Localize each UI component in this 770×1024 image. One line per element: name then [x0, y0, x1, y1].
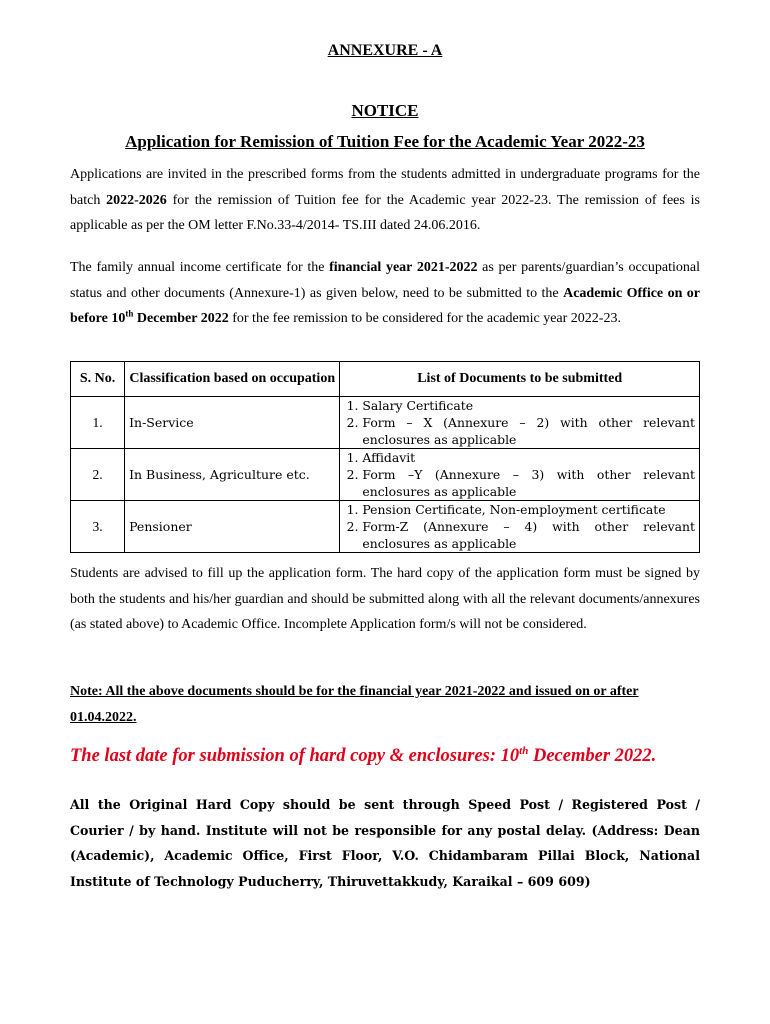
document-item: 2. Form-Z (Annexure – 4) with other relevant enclosures as applicable [362, 518, 695, 552]
document-item: 1. Affidavit [362, 449, 695, 466]
office-deadline-text: Academic Office on or before 10 [70, 285, 700, 326]
financial-year: financial year 2021-2022 [329, 260, 478, 275]
header-documents: List of Documents to be submitted [340, 362, 700, 397]
row-classification: In-Service [125, 397, 340, 449]
row-documents [340, 449, 700, 501]
document-item: 2. Form – X (Annexure – 2) with other relevant enclosures as applicable [362, 414, 695, 448]
document-list [344, 397, 695, 448]
paragraph-income-certificate [70, 255, 700, 332]
row-sno: 3. [71, 501, 125, 553]
row-classification: In Business, Agriculture etc. [125, 449, 340, 501]
last-date-month: December 2022. [528, 746, 657, 766]
table-row [71, 449, 700, 501]
table-row [71, 397, 700, 449]
last-date-notice [70, 746, 700, 767]
header-classification: Classification based on occupation [125, 362, 340, 397]
document-item: 1. Pension Certificate, Non-employment certificate [362, 501, 695, 518]
note-financial-year: Note: All the above documents should be for the financial year 2021-2022 and issued on or after 01.04.2022. [70, 684, 639, 725]
paragraph-income-text-c: for the fee remission to be considered for the academic year 2022-23. [228, 311, 621, 326]
row-sno: 2. [71, 449, 125, 501]
document-list [344, 449, 695, 500]
last-date-text: The last date for submission of hard copy & enclosures: 10 [70, 746, 520, 766]
row-classification: Pensioner [125, 501, 340, 553]
batch-years: 2022-2026 [106, 192, 167, 208]
paragraph-invitation-text-b: for the remission of Tuition fee for the Academic year 2022-23. The remission of fees is applicable as per the OM letter F.No.33-4/2014- TS.III dated 24.06.2016. [70, 192, 700, 233]
notice-title: Application for Remission of Tuition Fee for the Academic Year 2022-23 [125, 132, 645, 151]
annexure-heading: ANNEXURE - A [327, 42, 443, 59]
office-deadline-month: December 2022 [133, 311, 229, 326]
table-row [71, 501, 700, 553]
document-item: 2. Form –Y (Annexure – 3) with other relevant enclosures as applicable [362, 466, 695, 500]
paragraph-income-text-b: as per parents/guardian’s occupational status and other documents (Annexure-1) as given below, need to be submitted to the [70, 260, 700, 301]
document-item: 1. Salary Certificate [362, 397, 695, 414]
office-deadline-sup: th [125, 308, 134, 319]
document-list [344, 501, 695, 552]
submission-address: All the Original Hard Copy should be sent through Speed Post / Registered Post / Courier / by hand. Institute will not be responsible for any postal delay. (Address: Dean (Academic), Academic Office, First Floor, V.O. Chidambaram Pillai Block, National Institute of Technology Puducherry, Thiruvettakkudy, Karaikal – 609 609) [70, 797, 700, 889]
notice-heading: NOTICE [351, 101, 419, 120]
row-documents [340, 501, 700, 553]
row-documents [340, 397, 700, 449]
table-header-row [71, 362, 700, 397]
header-sno: S. No. [71, 362, 125, 397]
documents-table [70, 361, 700, 553]
paragraph-invitation [70, 162, 700, 239]
paragraph-income-text-a: The family annual income certificate for the [70, 260, 330, 275]
row-sno: 1. [71, 397, 125, 449]
paragraph-instructions: Students are advised to fill up the application form. The hard copy of the application form must be signed by both the students and his/her guardian and should be submitted along with all the relevant documents/annexures (as stated above) to Academic Office. Incomplete Application form/s will not be considered. [70, 566, 700, 632]
paragraph-invitation-text-a: Applications are invited in the prescribed forms from the students admitted in undergraduate programs for the batch [70, 167, 700, 208]
last-date-sup: th [519, 744, 529, 757]
